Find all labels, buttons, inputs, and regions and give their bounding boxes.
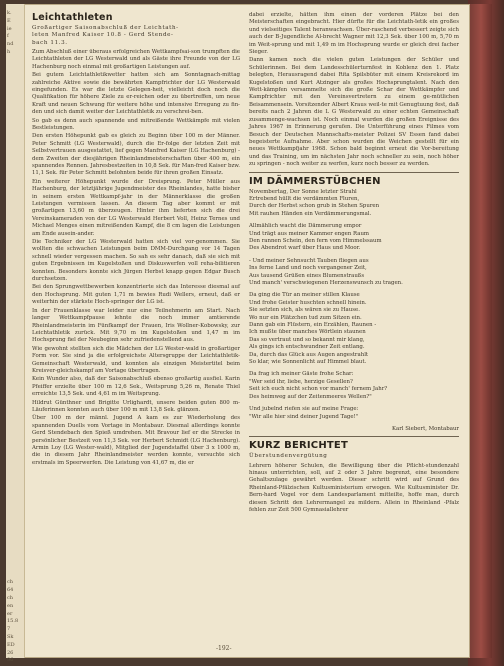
document-page [6,4,470,664]
facing-page-fragment: ie [7,25,12,32]
paragraph: So gab es denn auch spannende und mitreißende Wettkämpfe mit vielen Bestleistungen. [32,117,240,131]
paragraph: Bei gutem Leichtathletikwetter hatten sich am Sonntagnach-mittag zahlreiche Aktive sowie die bewährten Kampfrichter der LG Westerwald eingefunden. Es war die letzte Gelegen-heit, vielleicht doch noch die Qualifikation für höhere Ziele zu er-reichen oder zu übertreffen, um neue Kraft und neuen Schwung für weitere höhe und intensive Erregung zu fin-den und sich damit weiter der Leichtathletik zu verschrei-ben. [32,72,240,116]
verse-line: Wo nur ein Plätzchen tud zum Sitzen ein. [249,314,362,321]
verse-line: "Wer seid ihr, liebe, herzige Gesellen? [249,378,353,385]
page-number: -192- [216,645,232,652]
facing-page-fragment: ED [7,641,15,648]
stanza [249,223,459,253]
article-subtitle [32,25,240,47]
verse-line: Des heimweg auf der Zeitenmeeres Wellen?" [249,393,372,400]
verse-line: Und jubelnd riefen sie auf meine Frage: [249,406,359,413]
verse-line: Mit rauhen Händen ein Verdämmerungsmal. [249,210,372,217]
verse-line: "Wir alle hier sind deiner Jugend Tage!" [249,413,359,420]
stanza [249,189,459,219]
verse-line: Seit ich euch nicht schon vor manch' fernem Jahr? [249,386,388,393]
verse-line: Sie setzten sich, als wären sie zu Hause. [249,307,360,314]
paragraph: In der Frauenklasse war leider nur eine Teilnehmerin am Start. Nach langer Wettkampfpause lehnte die noch immer amtierende Rheinlandmeisterin im Fünfkampf der Frauen, Iris Wollner-Kobowsky, zur Leichtathletik zurück. Mit 9,70 m im Kugelstoßen und 1,47 m im Hochsprung fiel der Neubeginn sehr zufriedenstellend aus. [32,307,240,344]
verse-line: Und frohe Geister huschten schnell hinein. [249,299,367,306]
verse-line: - Und meiner Sehnsucht Tauben fliegen aus [249,257,369,264]
verse-line: Aus tausend Grüßen eines Blumenstraußs [249,272,365,279]
facing-page-fragment: en [7,602,14,609]
verse-line: Und trägt aus meiner Kammer engen Raum [249,230,370,237]
section-divider [249,436,459,437]
section-divider [249,172,459,173]
subtitle-line: Großartiger Saisonabschluß der Leichtath- [32,25,179,31]
verse-line: Ich mußte über manches Wörtlein staunen [249,329,366,336]
facing-page-fragment: ch [7,579,14,586]
verse-line: Als gings ich entschwundner Zeit entlang. [249,344,365,351]
paragraph: Bei den Sprungwettbewerben konzentrierte sich das Interesse diesmal auf den Hochsprung. Mit guten 1,71 m bewies Rudi Wellers, erneut, daß er weiterhin der stärkste Hoch-springer der LG ist. [32,284,240,306]
paragraph: Den ersten Höhepunkt gab es gleich zu Beginn über 100 m der Männer. Peter Schmitt (LG Westerwald), durch die Er-folge der letzten Zeit mit Selbstvertrauen ausgestattet, lief gegen Manfred Kaiser (LG Hachenburg) - dem Zweiten der diesjährigen Rheinlandmeisterschaften über 400 m, ein spannendes Rennen. Jahresbestzeiten in 10,8 Sek. für Man-fred Kaiser bzw. 11,1 Sek. für Peter Schmitt belohnten beide für ihren großen Einsatz. [32,133,240,177]
verse-line: So klar, wie Sonnenlicht auf Himmel blaut. [249,359,367,366]
verse-line: Das so vertraut und so bekannt mir klang, [249,336,365,343]
verse-line: Da, durch das Glück aus Augen angestrahlt [249,351,369,358]
verse-line: Und manch' verschwiegenen Herzenswunsch zu tragen. [249,280,403,286]
verse-line: Allmählich wacht die Dämmerung empor [249,223,362,230]
paragraph: Ein weiterer Höhepunkt wurde der Dreisprung. Peter Müller aus Hachenburg, der letztjährige Jugendmeister des Rheinlandes, hatte bisher in seinem ersten Wettkampf-jahr in der Männerklasse die großen Leistungen vermissen lassen. An diesem Tag aber kommt er mit großartigen 13,60 m überzeugen. Hinter ihm lieferten sich die drei Vereinskameraden von der LG Westerwald Herbert Voll, Heinz Ternes und Michael Menges einen mitreißenden Kampf, die 8 cm lagen die Leistungen am Ende ausein-ander. [32,178,240,237]
verse-line: Ins ferne Land und noch vergangener Zeit, [249,265,367,272]
adjacent-page-edge [6,4,25,664]
stanza [249,292,459,366]
facing-page-fragment: f [7,33,9,40]
facing-page-fragment: k. [7,10,12,16]
facing-page-fragment: h [7,49,11,55]
stanza [249,258,459,288]
facing-page-fragment: 26 [7,649,14,656]
paragraph: Dann kamen noch die vielen guten Leistungen der Schüler und Schülerinnen. Bei dem Landesschülerturnfest in Koblenz den 1. Platz belegten, Herausragend dabei Rita Spilsbüter mit einem Kreisrekord im Kugelstoßen und Kurt Atzinger als großes Hochsprungtalent. Nach den Wett-kämpfen versammelte sich die große Schar der Wettkämpfer und Kampfrichter mit den Vereinsvertretern zu einem ge-mütlichen Beisammensein. Vorsitzender Albert Kraus weil-te mit Genugtuung fest, daß bereits nach 2 Jahren die L G Westerwald zu einer echten Gemeinschaft zusammenge-wachsen ist. Noch einmal wurden die großen Ereignisse des Jahres 1967 in Erinnerung gerufen. Die Unterführung eines Filmes vom Besuch der Deutschen Mannschafts-meister Polizei SV Essen fand dabei begeisterte Aufnahme. Aber schon wurden die Weichen gestellt für ein neues Wettkampfjahr 1968. Schon bald beginnt erneut die Vor-bereitung und das Training, um im nächsten Jahr noch schneller zu sein, noch höher zu springen - noch weiter zu werfen, kurz noch besser zu werden. [249,57,459,168]
poem-signature: Karl Siebert, Montabaur [391,425,459,432]
verse-line: Den rannen Schein, den fern vom Himmelssaum [249,237,382,244]
article-title-daemmerstuebchen: IM DÄMMERSTÜBCHEN [249,175,381,187]
paragraph: Hildrut Günthner und Brigitte Urlighardt, unsere beiden guten 800 m-Läuferinnen konnten auch über 100 m mit 13,8 Sek. glänzen. [32,399,240,413]
paragraph: Wie gewohnt stellten sich die Mädchen der LG Wester-wald in großartiger Form vor. Sie sind ja die erfolgreichste Altersgruppe der Leichtathletik-Gemeinschaft Westerwald, und konnten als einzigen Meistertitel beim Kreisver-gleichskampf am Vortage übertragen. [32,345,240,374]
book-binding [470,4,492,658]
stanza [249,371,459,401]
facing-page-fragment: er [7,610,13,617]
verse-line: Des Abendrot warf über Haus und Moor. [249,245,361,252]
paragraph: Lehrern höherer Schulen, die Bewilligung über die Pflicht-stundenzahl hinaus unterrichten, soll, auf 2 oder 3 Jahre begrenzt, eine besondere Gehaltszulage gewährt werden. Dieser schritt wird auf Grund des Rheinland-Pfälzischen Kultusministerium erwogen. Wie Kultusminister Dr. Bern-hard Vogel vor dem Landesparlament mitteilte, hoffe man, durch diesen Schritt den Lehrermangel zu mildern. Allein in Rheinland -Pfalz fehlen zur Zeit 500 Gymnasiallehrer [249,462,459,514]
verse-line: Da frag ich meiner Gäste frohe Schar: [249,371,354,378]
facing-page-fragment: 7 [7,626,11,633]
paragraph: dabei erzielte, hätten ihm einen der vorderen Plätze bei den Meisterschaften eingebracht. Hier dürfte für die Leichtath-letik ein großes und vielseitiges Talent heranwachsen. Über-raschend verbessert zeigte sich auch der B-Jugendliche Al-brecht Wagner mit 12,3 Sek. über 100 m, 5,70 m im Weit-sprung und mit 1,49 m im Hochsprung wurde er gleich drei facher Sieger. [249,12,459,56]
subtitle-line: bach 11.3. [32,39,68,46]
paragraph: Kein Wunder also, daß der Saisonabschluß ebenso großartig ausfiel. Karin Pfeiffer erzielte über 100 m 12,6 Sek., Weitsprung 5,26 m, Renate Thiel erreichte 13,5 Sek. und 4,61 m im Weitsprung. [32,376,240,398]
article-title-kurz-berichtet: KURZ BERICHTET [249,440,348,452]
paragraph: Zum Abschluß einer überaus erfolgreichen Wettkampfsai-son trumpften die Leichtathleten der LG Westerwald und als Gäste ihre Freunde von der LG Hachenburg noch einmal mit großartigen Leistungen auf. [32,48,240,70]
article-title-leichtathleten: Leichtathleten [32,12,113,23]
verse-line: Novembertag, Der Sonne letzter Strahl [249,188,357,195]
verse-line: Dann gab ein Flüstern, ein Erzählen, Raunen - [249,322,377,329]
verse-line: Da ging die Tür an meiner stillen Klause [249,292,360,299]
stanza [249,406,459,421]
facing-page-fragment: 15.8 [7,618,19,625]
left-column [32,12,240,468]
subtitle-line: leten Manfred Kaiser 10.8 - Gerd Stende- [32,32,174,39]
facing-page-fragment: E [7,17,11,24]
facing-page-fragment: nd [7,41,14,48]
verse-line: Ertrebend hüllt die verdämmten Fluren, [249,195,360,202]
facing-page-fragment: Sk [7,634,14,640]
paragraph: Die Techniker der LG Westerwald hatten sich viel vor-genommen. Sie wollten die schwachen Leistungen beim DMM-Durchgang vor 14 Tagen schnell wieder vergessen machen. So sah es sehr danach, daß sie sich mit guten Ergebnissen im Kugelstoßen und Diskuswerfen voll reha-bilitieren konnten. Besonders konnte sich Jürgen Herbst knapp gegen Edgar Busch durchsetzen. [32,239,240,283]
verse-line: Durch der Herbst schon grub in Stehen Spuren [249,203,380,210]
article-subtitle: Überstundenvergütung [249,453,328,460]
paragraph: Über 100 m der männl. Jugend A kam es zur Wiederholung des spannenden Duells vom Vortage in Montabaur. Diesmal allerdings konnte Gerd Stendebach den Spieß umdrehen. Mit Bravour lief er die Strecke in persönlicher Bestzeit von 11,3 Sek. vor Herbert Schmidt (LG Hachenburg). Armin Loy (LG Wester-wald), Mitglied der Jugendstaffel über 3 x 1000 m, die in diesem Jahr Rheinlandmeister werden konnte, versuchte sich erstmals im Speerwerfen. Die Leistung von 41,67 m, die er [32,415,240,466]
facing-page-fragment: 64 [7,587,14,594]
facing-page-fragment: ch [7,595,14,601]
facing-page-fragment: 96 [7,657,14,664]
right-column [249,12,459,515]
